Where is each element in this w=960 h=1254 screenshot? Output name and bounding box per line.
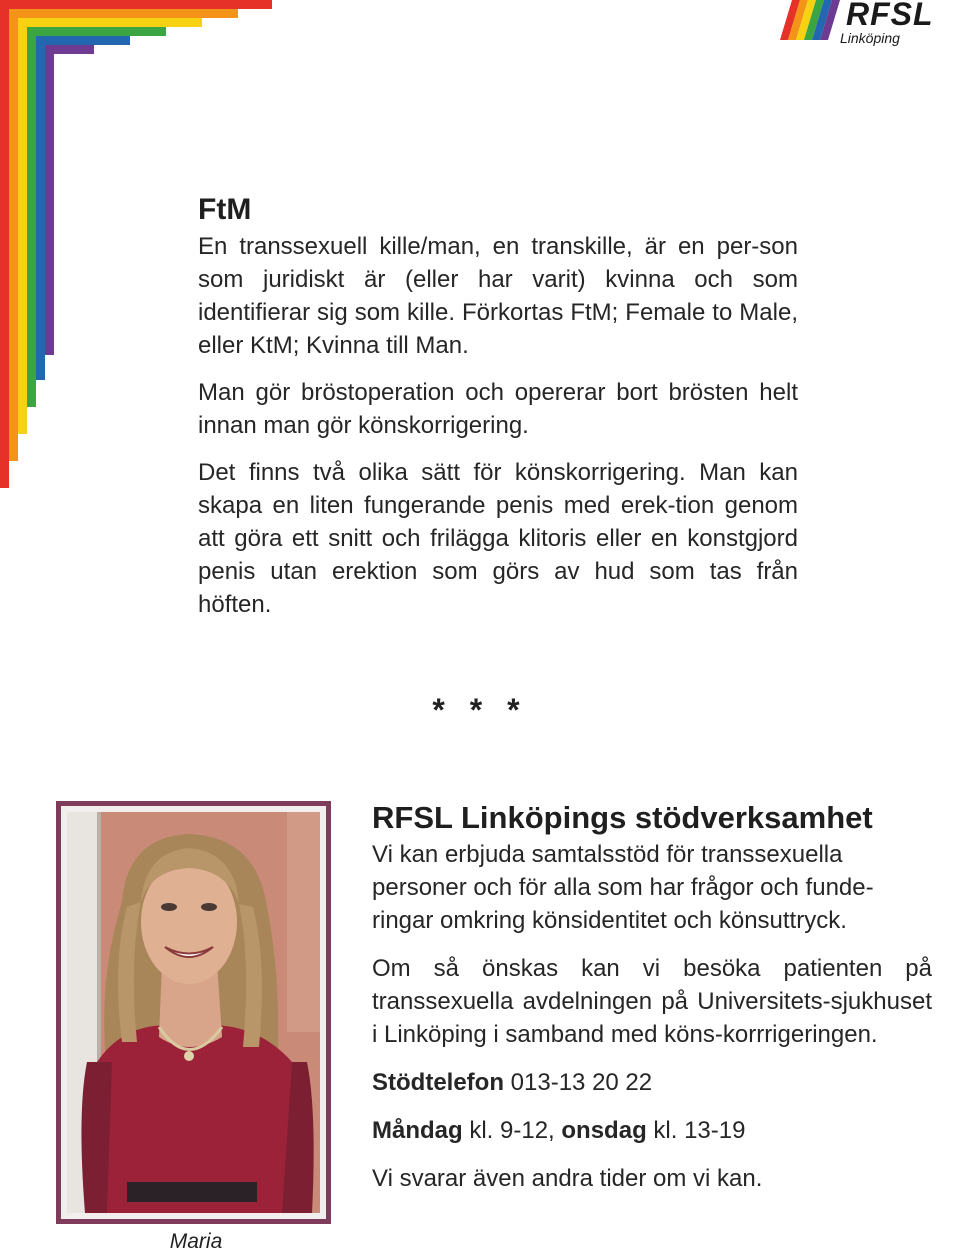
- rainbow-stripe-yellow: [18, 18, 27, 434]
- ftm-paragraph: En transsexuell kille/man, en transkille, är en per-son som juridiskt är (eller har varit) kvinna och som identifierar sig som kille. Förkortas FtM; Female to Male, eller KtM; Kvinna till Man.: [198, 233, 798, 359]
- rainbow-stripe-red: [0, 0, 272, 9]
- rainbow-stripe-blue: [36, 36, 130, 45]
- other-times-line: Vi svarar även andra tider om vi kan.: [372, 1165, 763, 1192]
- support-section: [372, 800, 932, 1210]
- rainbow-stripe-yellow: [18, 18, 202, 27]
- rainbow-stripe-green: [27, 27, 166, 36]
- phone-line: [372, 1066, 932, 1099]
- rainbow-stripe-orange: [9, 9, 238, 18]
- hours-day-1: Måndag: [372, 1117, 463, 1144]
- hours-time-2: kl. 13-19: [653, 1117, 746, 1144]
- rainbow-stripe-red: [0, 0, 9, 488]
- hours-time-1: kl. 9-12,: [469, 1117, 555, 1144]
- section-divider: * * *: [432, 692, 528, 728]
- rainbow-stripe-orange: [9, 9, 18, 461]
- rfsl-logo: [780, 0, 960, 48]
- portrait-illustration: [67, 812, 320, 1213]
- logo-city: Linköping: [840, 30, 900, 46]
- ftm-paragraph: Man gör bröstoperation och opererar bort brösten helt innan man gör könskorrigering.: [198, 379, 798, 439]
- phone-label: Stödtelefon: [372, 1069, 504, 1096]
- rainbow-stripe-blue: [36, 36, 45, 380]
- ftm-section: [198, 190, 798, 635]
- rainbow-stripe-violet: [45, 45, 54, 355]
- support-paragraph: Om så önskas kan vi besöka patienten på transsexuella avdelningen på Universitets-sjukhuset i Linköping i samband med köns-korrrigeringen.: [372, 955, 932, 1048]
- photo-caption: Maria: [169, 1230, 223, 1253]
- ftm-heading: FtM: [198, 193, 252, 226]
- ftm-paragraph: Det finns två olika sätt för könskorrigering. Man kan skapa en liten fungerande penis med erek-tion genom att göra ett snitt och frilägga klitoris eller en konstgjord penis utan erektion som görs av hud som tas från höften.: [198, 459, 798, 618]
- rainbow-stripe-green: [27, 27, 36, 407]
- portrait-frame: [56, 801, 331, 1224]
- support-paragraph: Vi kan erbjuda samtalsstöd för transsexuella personer och för alla som har frågor och funde-ringar omkring könsidentitet och könsuttryck.: [372, 841, 874, 934]
- portrait-photo: [67, 812, 320, 1213]
- hours-line: [372, 1114, 932, 1147]
- phone-number: 013-13 20 22: [510, 1069, 653, 1096]
- logo-name: RFSL: [846, 0, 934, 32]
- support-heading: RFSL Linköpings stödverksamhet: [372, 800, 873, 835]
- hours-day-2: onsdag: [561, 1117, 647, 1144]
